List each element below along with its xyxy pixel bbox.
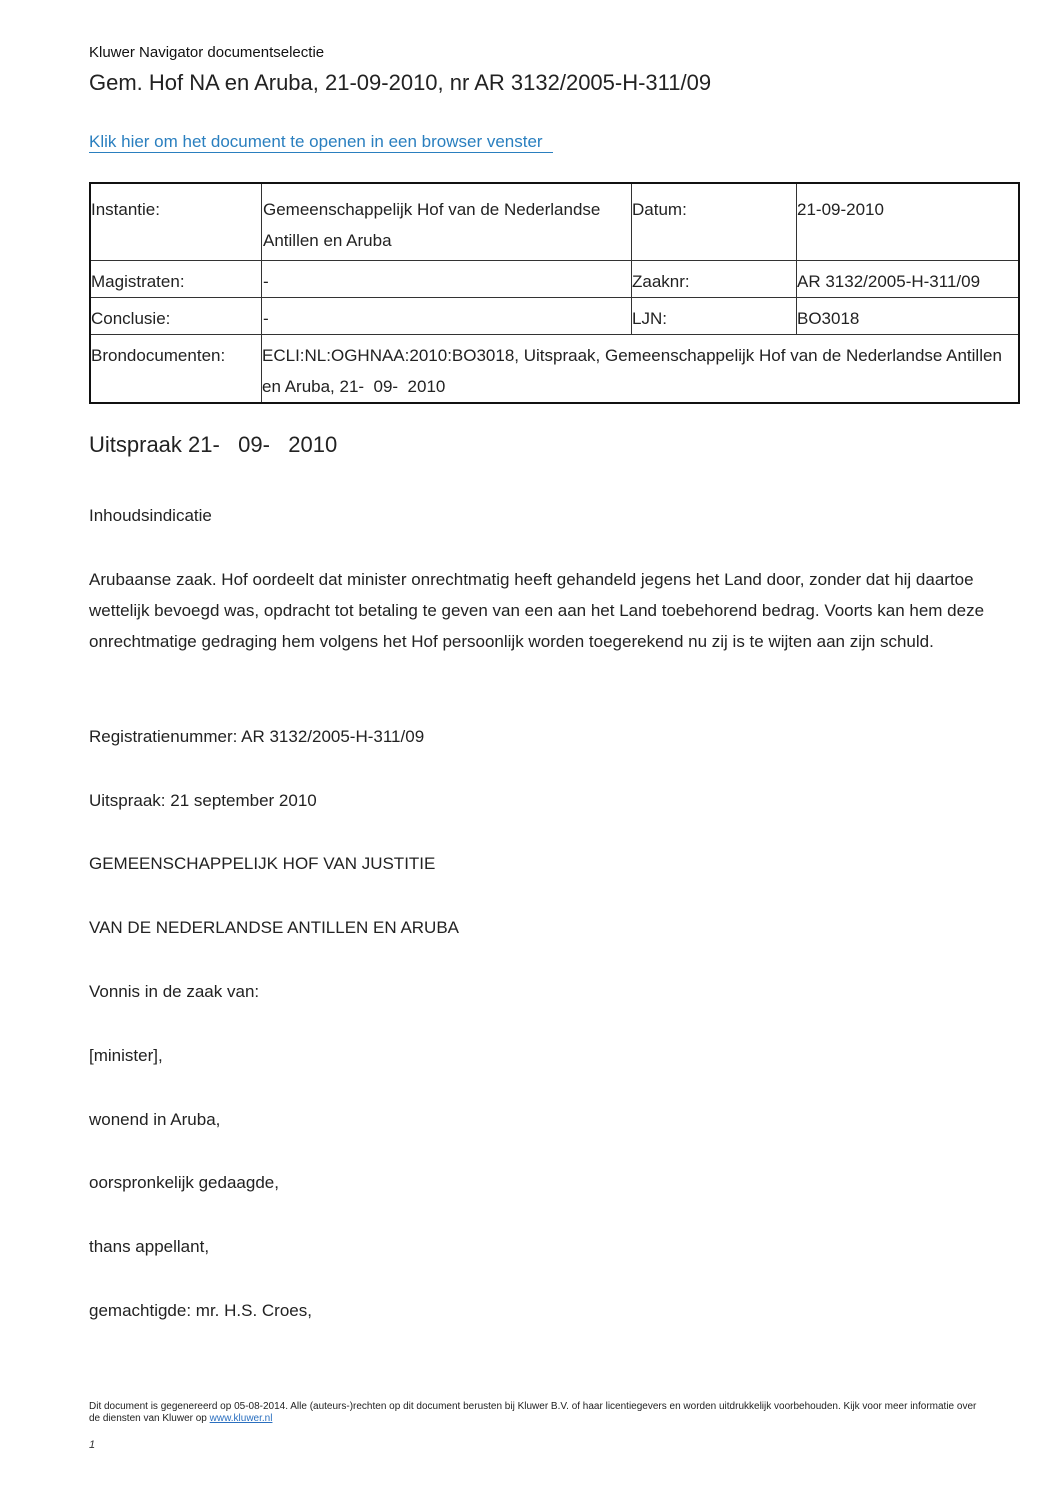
section-title: Uitspraak 21- 09- 2010	[89, 432, 338, 457]
inhoudsindicatie-heading: Inhoudsindicatie	[89, 506, 212, 525]
table-row	[90, 183, 1019, 261]
court-line-2: VAN DE NEDERLANDSE ANTILLEN EN ARUBA	[89, 918, 460, 937]
gemachtigde-line: gemachtigde: mr. H.S. Croes,	[89, 1301, 312, 1320]
vonnis-line: Vonnis in de zaak van:	[89, 982, 260, 1001]
page-number: 1	[89, 1439, 96, 1451]
instantie-value: Gemeenschappelijk Hof van de Nederlandse Antillen en Aruba	[262, 183, 632, 261]
zaaknr-label: Zaaknr:	[632, 261, 797, 298]
open-in-browser-link[interactable]: Klik hier om het document te openen in een browser venster	[89, 132, 553, 153]
document-title: Gem. Hof NA en Aruba, 21-09-2010, nr AR 3132/2005-H-311/09	[89, 70, 712, 95]
instantie-label: Instantie:	[90, 183, 262, 261]
kluwer-link[interactable]: www.kluwer.nl	[209, 1413, 273, 1424]
zaaknr-value: AR 3132/2005-H-311/09	[797, 261, 1020, 298]
brand-label: Kluwer Navigator documentselectie	[89, 44, 325, 61]
brondocumenten-label: Brondocumenten:	[90, 335, 262, 404]
appellant-line: thans appellant,	[89, 1237, 210, 1256]
table-row	[90, 298, 1019, 335]
footer-note	[89, 1401, 989, 1425]
summary-paragraph: Arubaanse zaak. Hof oordeelt dat minister onrechtmatig heeft gehandeld jegens het Land door, zonder dat hij daartoe wettelijk bevoegd was, opdracht tot betaling te geven van een aan het Land toebehorend bedrag. Voorts kan hem deze onrechtmatige gedraging hem volgens het Hof persoonlijk worden toegerekend nu zij is te wijten aan zijn schuld.	[89, 570, 985, 651]
conclusie-label: Conclusie:	[90, 298, 262, 335]
magistraten-value: -	[262, 261, 632, 298]
table-row	[90, 335, 1019, 404]
registratienummer-line: Registratienummer: AR 3132/2005-H-311/09	[89, 727, 425, 746]
footer-note-text: Dit document is gegenereerd op 05-08-2014. Alle (auteurs-)rechten op dit document berusten bij Kluwer B.V. of haar licentiegevers en worden uitdrukkelijk voorbehouden. Kijk voor meer informatie over de diensten van Kluwer op	[89, 1401, 977, 1424]
wonend-line: wonend in Aruba,	[89, 1110, 221, 1129]
court-line-1: GEMEENSCHAPPELIJK HOF VAN JUSTITIE	[89, 854, 436, 873]
gedaagde-line: oorspronkelijk gedaagde,	[89, 1173, 279, 1192]
magistraten-label: Magistraten:	[90, 261, 262, 298]
ljn-value: BO3018	[797, 298, 1020, 335]
table-row	[90, 261, 1019, 298]
party-line: [minister],	[89, 1046, 163, 1065]
brondocumenten-value: ECLI:NL:OGHNAA:2010:BO3018, Uitspraak, Gemeenschappelijk Hof van de Nederlandse Antillen en Aruba, 21- 09- 2010	[262, 335, 1020, 404]
ljn-label: LJN:	[632, 298, 797, 335]
metadata-table	[89, 182, 1020, 404]
uitspraak-line: Uitspraak: 21 september 2010	[89, 791, 317, 810]
conclusie-value: -	[262, 298, 632, 335]
datum-value: 21-09-2010	[797, 183, 1020, 261]
datum-label: Datum:	[632, 183, 797, 261]
